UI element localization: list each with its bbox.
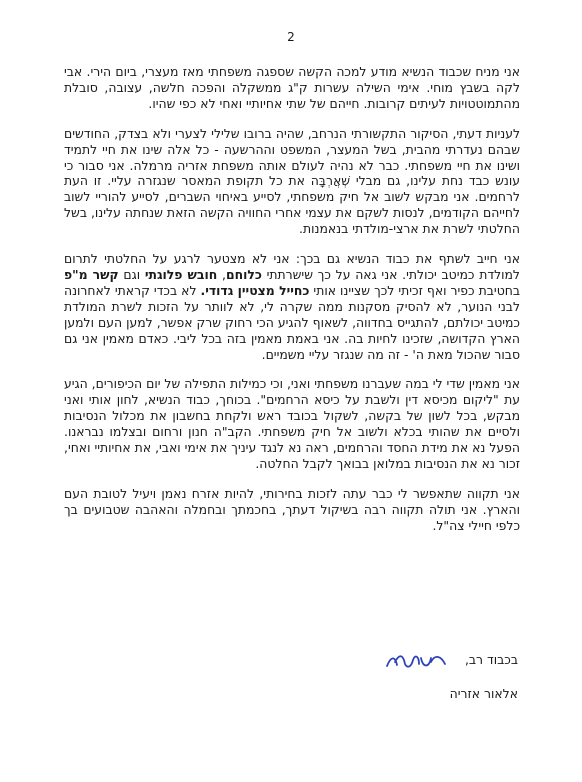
emphasized-text: כלוחם: [225, 266, 262, 282]
paragraph-text: ,: [217, 266, 226, 282]
paragraph-text: אני תקווה שתאפשר לי כבר עתה לזכות בחירותי, להיות אזרח נאמן ויעיל לטובת העם והארץ. אני תולה תקווה רבה בשיקול דעתך, בחכמתך ובחמלה והאהבה שטבועים בך כלפי חיילי צה"ל.: [64, 485, 520, 533]
letter-paragraph: [64, 64, 520, 112]
paragraph-text: בחטיבת כפיר ואף זכיתי לכך שציינו אותי: [309, 282, 520, 298]
signer-name: אלאור אזריה: [449, 686, 518, 701]
page-number: 2: [287, 30, 295, 44]
letter-paragraph: [64, 486, 520, 534]
letter-paragraph: [64, 376, 520, 471]
emphasized-text: קשר מ"פ: [64, 266, 119, 282]
paragraph-text: אני מניח שכבוד הנשיא מודע למכה הקשה שספגה משפחתי מאז מעצרי, ביום הירי. אבי לקה בשבץ מוחי. אימי השילה עשרות ק"ג ממשקלה והפכה חלשה, עצובה, סובלת מהתמוטטויות לעיתים קרובות. חייהם של שתי אחיותיי ואחי לא כפי שהיו.: [64, 64, 520, 111]
letter-body: [64, 64, 520, 548]
paragraph-text: אני מאמין שדי לי במה שעברנו משפחתי ואני, וכי כמילות התפילה של יום הכיפורים, הגיע עת "ליקום מכיסא דין ולשבת על כיסא הרחמים". בכוחך, כבוד הנשיא, לחון אותי ואני מבקש, בכל לשון של בקשה, לשקול בכובד ראש ולקחת בחשבון את מכלול הנסיבות ולסיים את שהותי בכלא ולשוב אל חיק משפחתי. הקב"ה חנון ורחום ובצלמו נבראנו. הפעל נא את מידת החסד והרחמים, ראה נא לנגד עיניך את אימי ואבי, את אחיותיי ואחי, זכור נא את הנסיבות במלואן בבואך לקבל החלטה.: [64, 376, 520, 471]
paragraph-text: לעניות דעתי, הסיקור התקשורתי הנרחב, שהיה ברובו שלילי לצערי ולא בצדק, החודשים שבהם נעדרתי מהבית, בשל המעצר, המשפט וההרשעה - כל אלה שינו את חיי לתמיד ושינו את חיי משפחתי. כבר לא נהיה לעולם אותה משפחת אזריה מרמלה. אני סבור כי עונש כבד נחת עלינו, גם מבלי שְׁאֲרְבָּה את כל תקופת המאסר שנגזרה עליי. זו העת לרחמים. אני מבקש לשוב אל חיק משפחתי, לסייע באיחוי השברים, לסייע להוריי לשוב לחייהם הקודמים, לנסות לשקם את עצמי אחרי החוויה הקשה הזאת שנחתה עלינו, בשל החלטתי לשרת את ארצי-מולדתי בנאמנות.: [64, 125, 520, 237]
closing-salutation: בכבוד רב,: [464, 652, 518, 667]
paragraph-text: לא בכדי קראתי לאחרונה לבני הנוער, לא להסיק מסקנות ממה שקרה לי, לא לוותר על הזכות לשרת המולדת כמיטב יכולתם, להתגייס בחדווה, לשאוף להגיע הכי רחוק שרק אפשר, למען העם ולמען הארץ הקדושה, שזכינו לחיות בה. אני באמת מאמין בזה בכל ליבי. כאדם מאמין אני גם סבור שהכול מאת ה' - זה מה שנגזר עליי משמיים.: [64, 282, 520, 362]
emphasized-text: כחייל מצטיין גדודי.: [200, 282, 310, 298]
paragraph-text: וגם: [118, 266, 145, 282]
closing-block: [450, 651, 518, 702]
paragraph-text: אני חייב לשתף את כבוד הנשיא גם בכך: אני לא מצטער לרגע על החלטתי לתרום למולדת כמיטב יכולתי. אני גאה על כך שישרתתי: [64, 251, 520, 282]
handwritten-signature: [385, 650, 447, 674]
letter-paragraph: [64, 126, 520, 237]
emphasized-text: חובש פלוגתי: [144, 266, 218, 282]
letter-paragraph: [64, 251, 520, 362]
